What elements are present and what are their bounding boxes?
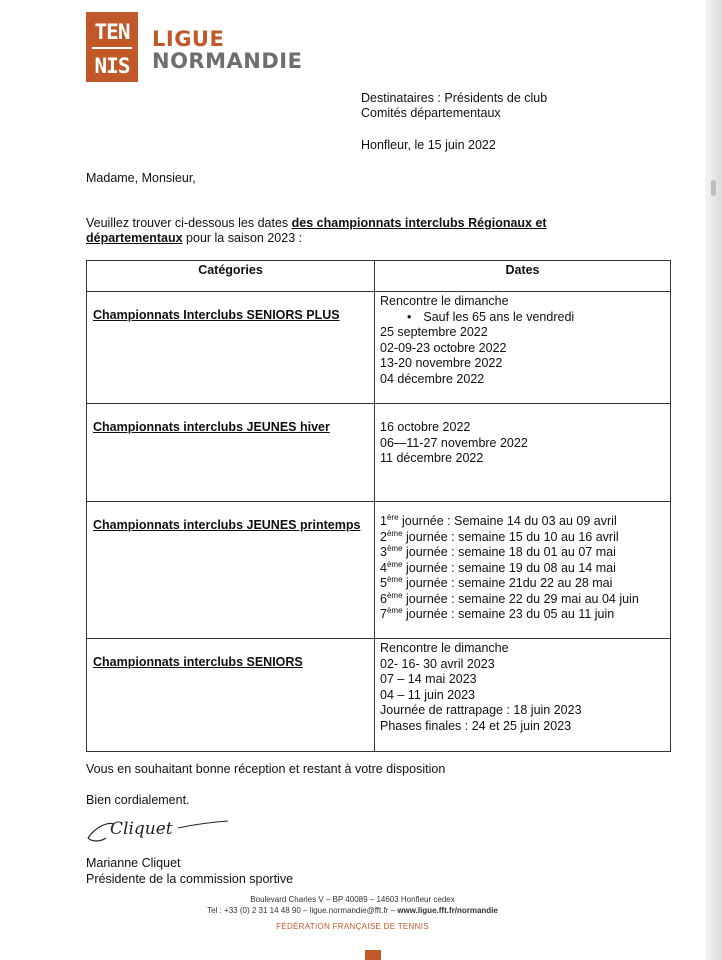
intro-suffix: pour la saison 2023 : <box>182 231 303 245</box>
date-line: 04 – 11 juin 2023 <box>380 687 475 702</box>
table-header-row <box>87 261 671 292</box>
journee-line <box>380 592 666 608</box>
dates-cell <box>375 502 671 639</box>
recipients-line-1: Destinataires : Présidents de club <box>361 91 548 105</box>
signatory-name: Marianne Cliquet <box>86 856 181 870</box>
intro-link-1: des championnats interclubs Régionaux et <box>291 216 547 230</box>
category-cell <box>87 404 375 502</box>
intro-prefix: Veuillez trouver ci-dessous les dates <box>86 216 292 230</box>
date-line: Phases finales : 24 et 25 juin 2023 <box>380 718 572 733</box>
journee-suffix: ème <box>386 605 403 615</box>
journee-number: 5 <box>380 576 387 590</box>
category-cell <box>87 639 375 752</box>
category-cell <box>87 502 375 639</box>
journee-number: 6 <box>380 591 387 606</box>
signature-icon <box>86 812 236 848</box>
signature-script: Cliquet <box>110 819 173 839</box>
journee-line <box>380 530 666 546</box>
journee-suffix: ère <box>386 512 399 522</box>
category-jeunes-printemps: Championnats interclubs JEUNES printemps <box>93 518 361 532</box>
footer-federation: FÉDÉRATION FRANÇAISE DE TENNIS <box>276 922 429 931</box>
footer-address: Boulevard Charles V – BP 40089 – 14603 Honfleur cedex <box>250 895 455 904</box>
date-line: 02- 16- 30 avril 2023 <box>380 656 495 671</box>
date-line: 02-09-23 octobre 2022 <box>380 340 507 355</box>
journee-suffix: ème <box>386 559 403 569</box>
journee-line <box>380 607 666 623</box>
journee-number: 2 <box>380 529 387 544</box>
dates-cell <box>375 404 671 502</box>
scrollbar-track[interactable] <box>705 0 722 960</box>
table-row <box>87 404 671 502</box>
date-line: 25 septembre 2022 <box>380 325 488 339</box>
date-line: Journée de rattrapage : 18 juin 2023 <box>380 703 582 717</box>
date-line: 16 octobre 2022 <box>380 420 471 434</box>
journee-line <box>380 576 666 592</box>
category-jeunes-hiver: Championnats interclubs JEUNES hiver <box>93 420 330 434</box>
date-line: 11 décembre 2022 <box>380 451 484 465</box>
dates-cell <box>375 639 671 752</box>
category-seniors: Championnats interclubs SENIORS <box>93 655 303 669</box>
footer-brand-tab <box>365 950 381 960</box>
journee-line <box>380 545 666 561</box>
journee-number: 4 <box>380 560 387 575</box>
table-row <box>87 502 671 639</box>
journee-text: journée : Semaine 14 du 03 au 09 avril <box>398 514 617 528</box>
date-line: 13-20 novembre 2022 <box>380 356 503 370</box>
logo-divider <box>92 47 132 49</box>
logo-box-line1: TEN <box>94 20 130 44</box>
journee-suffix: ème <box>386 543 403 553</box>
journee-suffix: ème <box>386 528 403 538</box>
date-bullet: • Sauf les 65 ans le vendredi <box>380 310 666 326</box>
table-row <box>87 639 671 752</box>
intro-line-1 <box>86 216 547 231</box>
logo-box-line2: NIS <box>94 54 130 78</box>
tennis-logo-icon <box>86 12 138 82</box>
journee-text: journée : semaine 15 du 10 au 16 avril <box>402 529 619 544</box>
logo-title-ligue: LIGUE <box>152 27 225 51</box>
intro-line-2 <box>86 231 302 246</box>
category-seniors-plus: Championnats Interclubs SENIORS PLUS <box>93 308 340 322</box>
date-line: 07 – 14 mai 2023 <box>380 672 477 686</box>
footer-contact: Tel : +33 (0) 2 31 14 48 90 – ligue.normandie@fft.fr – <box>207 906 398 915</box>
header-categories: Catégories <box>87 261 375 292</box>
journee-line <box>380 561 666 577</box>
date-line: Rencontre le dimanche <box>380 641 509 655</box>
scrollbar-thumb[interactable] <box>711 180 716 196</box>
header-dates: Dates <box>375 261 671 292</box>
journee-number: 3 <box>380 545 387 559</box>
signatory-role: Présidente de la commission sportive <box>86 872 294 886</box>
footer-contact-line <box>0 906 705 915</box>
greeting: Madame, Monsieur, <box>86 171 196 185</box>
dates-table <box>86 260 671 752</box>
recipients-line-2: Comités départementaux <box>361 106 501 120</box>
footer-website-link[interactable]: www.ligue.fft.fr/normandie <box>397 906 498 915</box>
journee-text: journée : semaine 22 du 29 mai au 04 juin <box>402 591 639 606</box>
journee-suffix: ème <box>386 574 403 584</box>
date-line: 04 décembre 2022 <box>380 371 485 386</box>
closing-line-2: Bien cordialement. <box>86 793 190 807</box>
journee-suffix: ème <box>386 590 403 600</box>
date-line: Rencontre le dimanche <box>380 294 509 308</box>
date-line: 06—11-27 novembre 2022 <box>380 435 528 450</box>
journee-text: journée : semaine 21du 22 au 28 mai <box>402 576 613 590</box>
intro-link-2: départementaux <box>86 231 183 245</box>
category-cell <box>87 292 375 404</box>
journee-text: journée : semaine 23 du 05 au 11 juin <box>402 607 615 621</box>
dates-cell <box>375 292 671 404</box>
logo-title-normandie: NORMANDIE <box>152 49 303 73</box>
journee-number: 7 <box>380 607 387 621</box>
journee-line <box>380 514 666 530</box>
place-date: Honfleur, le 15 juin 2022 <box>361 138 496 152</box>
table-row <box>87 292 671 404</box>
journee-text: journée : semaine 19 du 08 au 14 mai <box>402 560 616 575</box>
journee-number: 1 <box>380 514 387 528</box>
journee-text: journée : semaine 18 du 01 au 07 mai <box>402 545 616 559</box>
closing-line-1: Vous en souhaitant bonne réception et restant à votre disposition <box>86 762 446 776</box>
